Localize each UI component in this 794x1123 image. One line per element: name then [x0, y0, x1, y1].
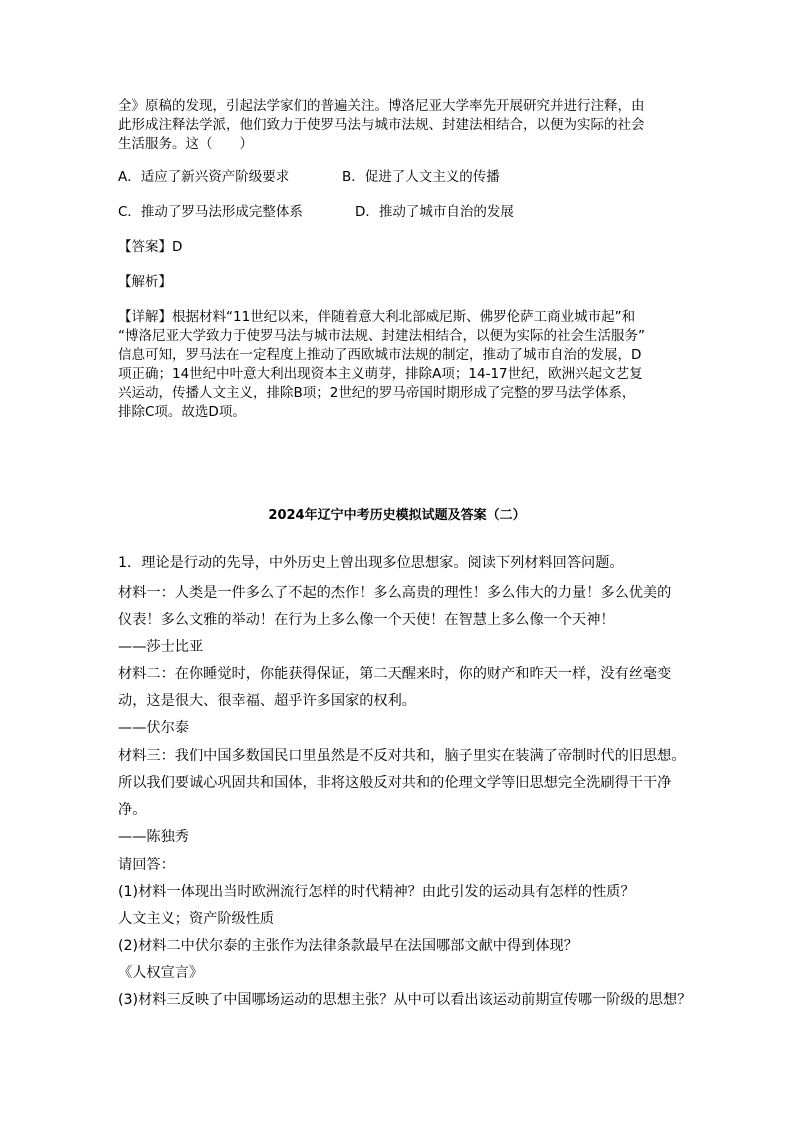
analysis-line: 排除C项。故选D项。: [118, 404, 246, 420]
option-b: B．促进了人文主义的传播: [342, 169, 500, 185]
sub-question-3: (3)材料三反映了中国哪场运动的思想主张？从中可以看出该运动前期宣传哪一阶级的思想？: [118, 992, 692, 1008]
material-three-author: ——陈独秀: [118, 829, 189, 845]
material-one-author: ——莎士比亚: [118, 639, 204, 655]
stem-line: 生活服务。这（ ）: [118, 136, 253, 152]
material-two-author: ——伏尔泰: [118, 720, 189, 736]
material-two-line: 材料二：在你睡觉时，你能获得保证，第二天醒来时，你的财产和昨天一样，没有丝毫变: [118, 666, 672, 682]
analysis-line: 【详解】根据材料“11世纪以来，伴随着意大利北部威尼斯、佛罗伦萨工商业城市起”和: [118, 309, 636, 325]
material-three-line: 净。: [118, 802, 147, 818]
analysis-heading: 【解析】: [118, 274, 172, 290]
material-one-line: 仪表！多么文雅的举动！在行为上多么像一个天使！在智慧上多么像一个天神！: [118, 612, 615, 628]
answer-1: 人文主义；资产阶级性质: [118, 911, 275, 927]
material-three-line: 材料三：我们中国多数国民口里虽然是不反对共和，脑子里实在装满了帝制时代的旧思想。: [118, 748, 686, 764]
analysis-line: 兴运动，传播人文主义，排除B项；2世纪的罗马帝国时期形成了完整的罗马法学体系，: [118, 385, 636, 401]
option-a: A．适应了新兴资产阶级要求: [118, 169, 290, 185]
prompt-label: 请回答：: [118, 857, 175, 873]
material-two-line: 动，这是很大、很幸福、超乎许多国家的权利。: [118, 693, 416, 709]
stem-line: 此形成注释法学派，他们致力于使罗马法与城市法规、封建法相结合，以便为实际的社会: [118, 117, 645, 133]
question-intro: 1．理论是行动的先导，中外历史上曾出现多位思想家。阅读下列材料回答问题。: [118, 555, 624, 571]
analysis-line: 项正确；14世纪中叶意大利出现资本主义萌芽，排除A项；14-17世纪，欧洲兴起文艺复: [118, 366, 643, 382]
exam-title: 2024年辽宁中考历史模拟试题及答案（二）: [268, 508, 526, 523]
sub-question-1: (1)材料一体现出当时欧洲流行怎样的时代精神？由此引发的运动具有怎样的性质？: [118, 884, 635, 900]
sub-question-2: (2)材料二中伏尔泰的主张作为法律条款最早在法国哪部文献中得到体现？: [118, 938, 578, 954]
option-d: D．推动了城市自治的发展: [355, 204, 514, 220]
answer-2: 《人权宣言》: [118, 965, 204, 981]
stem-line: 全》原稿的发现，引起法学家们的普遍关注。博洛尼亚大学率先开展研究并进行注释，由: [118, 98, 645, 114]
answer-label: 【答案】D: [118, 239, 183, 255]
material-three-line: 所以我们要诚心巩固共和国体，非将这般反对共和的伦理文学等旧思想完全洗刷得干干净: [118, 775, 672, 791]
analysis-line: “博洛尼亚大学致力于使罗马法与城市法规、封建法相结合，以便为实际的社会生活服务”: [118, 328, 645, 344]
material-one-line: 材料一：人类是一件多么了不起的杰作！多么高贵的理性！多么伟大的力量！多么优美的: [118, 585, 672, 601]
option-c: C．推动了罗马法形成完整体系: [118, 204, 303, 220]
analysis-line: 信息可知，罗马法在一定程度上推动了西欧城市法规的制定，推动了城市自治的发展，D: [118, 347, 642, 363]
